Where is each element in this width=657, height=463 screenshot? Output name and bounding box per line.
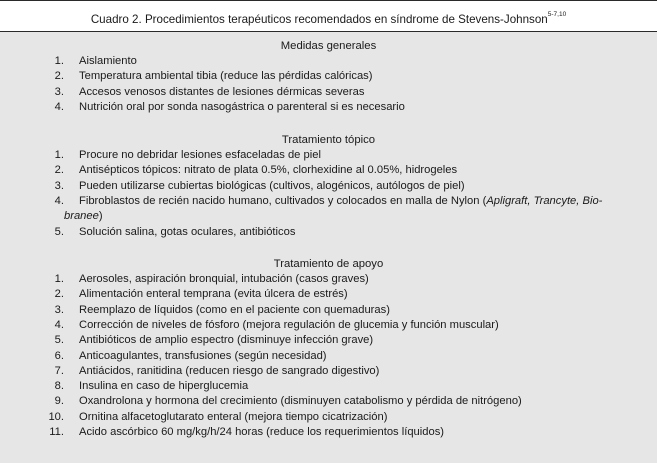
table-caption xyxy=(0,2,657,31)
item-number: 1. xyxy=(54,149,64,161)
item-number: 4. xyxy=(54,194,64,207)
caption-text: Cuadro 2. Procedimientos terapéuticos recomendados en síndrome de Stevens-Johnson xyxy=(90,12,548,26)
item-text: Acido ascórbico 60 mg/kg/h/24 horas (reduce los requerimientos líquidos) xyxy=(79,426,445,438)
item-text: Antibióticos de amplio espectro (disminuye infección grave) xyxy=(79,334,374,347)
section-title-tratamiento-topico: Tratamiento tópico xyxy=(281,134,376,146)
item-text: Pueden utilizarse cubiertas biológicas (cultivos, alogénicos, autólogos de piel) xyxy=(79,179,465,192)
item-text: Temperatura ambiental tibia (reduce las pérdidas calóricas) xyxy=(79,70,373,83)
item-number: 1. xyxy=(54,55,64,67)
table-body xyxy=(0,32,657,463)
item-text-brands-cont: branee xyxy=(64,210,99,223)
item-text: Antisépticos tópicos: nitrato de plata 0.5%, clorhexidine al 0.05%, hidrogeles xyxy=(79,164,458,177)
item-text: Nutrición oral por sonda nasogástrica o parenteral si es necesario xyxy=(79,100,405,113)
list-item-continuation xyxy=(64,209,624,224)
item-text: Alimentación enteral temprana (evita úlcera de estrés) xyxy=(79,288,348,301)
item-text: Accesos venosos distantes de lesiones dérmicas severas xyxy=(79,85,365,98)
item-number: 9. xyxy=(54,395,64,408)
item-text: Aislamiento xyxy=(79,55,137,67)
item-number: 6. xyxy=(54,349,64,362)
item-number: 5. xyxy=(54,225,64,238)
item-text-brands: Apligraft, Trancyte, Bio- xyxy=(486,194,603,207)
item-text: Aerosoles, aspiración bronquial, intubación (casos graves) xyxy=(79,273,369,285)
item-text xyxy=(79,194,634,209)
item-number: 8. xyxy=(54,380,64,393)
item-text: Antiácidos, ranitidina (reducen riesgo de sangrado digestivo) xyxy=(79,364,380,377)
item-text: Procure no debridar lesiones esfaceladas de piel xyxy=(79,149,321,161)
item-number: 4. xyxy=(54,318,64,331)
item-number: 3. xyxy=(54,85,64,98)
item-number: 1. xyxy=(54,273,64,285)
item-text: Corrección de niveles de fósforo (mejora regulación de glucemia y función muscular) xyxy=(79,318,499,331)
item-text: Insulina en caso de hiperglucemia xyxy=(79,380,249,393)
section-title-medidas-generales: Medidas generales xyxy=(280,40,377,52)
item-number: 5. xyxy=(54,334,64,347)
item-number: 4. xyxy=(54,100,64,113)
item-number: 2. xyxy=(54,70,64,83)
item-number: 10. xyxy=(48,410,64,423)
item-number: 11. xyxy=(49,426,64,438)
item-text: Oxandrolona y hormona del crecimiento (disminuyen catabolismo y pérdida de nitrógeno) xyxy=(79,395,522,408)
item-text: Ornitina alfacetoglutarato enteral (mejora tiempo cicatrización) xyxy=(79,410,388,423)
item-number: 3. xyxy=(54,179,64,192)
item-text: Reemplazo de líquidos (como en el paciente con quemaduras) xyxy=(79,303,390,316)
item-number: 2. xyxy=(54,164,64,177)
item-text: Solución salina, gotas oculares, antibióticos xyxy=(79,225,296,238)
item-text: Anticoagulantes, transfusiones (según necesidad) xyxy=(79,349,327,362)
item-number: 2. xyxy=(54,288,64,301)
section-title-tratamiento-de-apoyo: Tratamiento de apoyo xyxy=(273,258,384,270)
caption-references: 5-7,10 xyxy=(547,11,567,18)
item-text-suffix: ) xyxy=(98,210,103,223)
item-text-prefix: Fibroblastos de recién nacido humano, cultivados y colocados en malla de Nylon ( xyxy=(79,194,487,207)
item-number: 3. xyxy=(54,303,64,316)
item-number: 7. xyxy=(54,364,64,377)
